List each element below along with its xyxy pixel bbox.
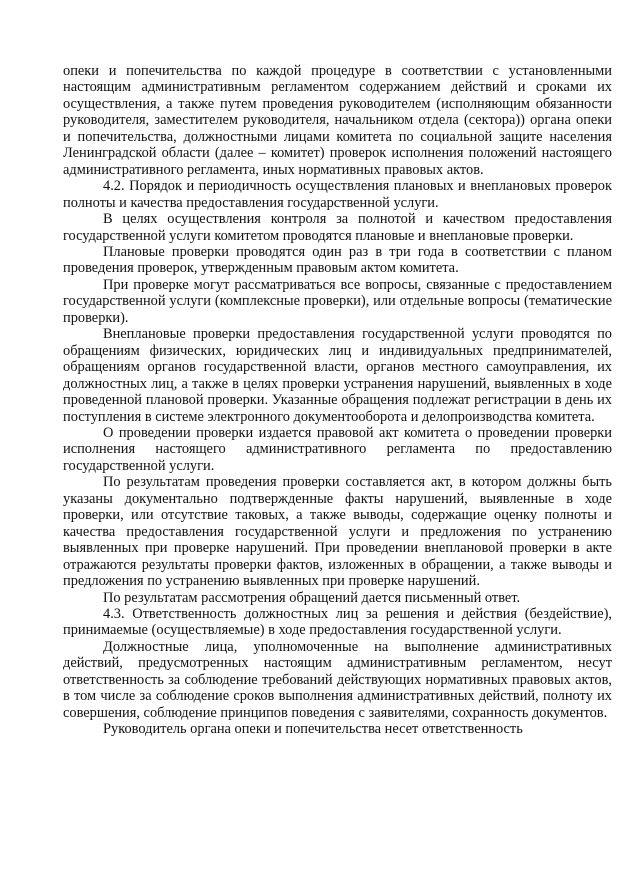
paragraph: Должностные лица, уполномоченные на выполнение административных действий, предусмотренных настоящим административным регламентом, несут ответственность за соблюдение требований действующих нормативных правовых актов, в том числе за соблюдение сроков выполнения административных действий, полноту их совершения, соблюдение принципов поведения с заявителями, сохранность документов. xyxy=(63,638,612,721)
paragraph: Плановые проверки проводятся один раз в три года в соответствии с планом проведения проверок, утвержденным правовым актом комитета. xyxy=(63,243,612,277)
paragraph: О проведении проверки издается правовой акт комитета о проведении проверки исполнения настоящего административного регламента по предоставлению государственной услуги. xyxy=(63,424,612,474)
paragraph-continued: опеки и попечительства по каждой процедуре в соответствии с установленными настоящим административным регламентом содержанием действий и сроками их осуществления, а также путем проведения руководителем (исполняющим обязанности руководителя, заместителем руководителя, начальником отдела (сектора)) органа опеки и попечительства, должностными лицами комитета по социальной защите населения Ленинградской области (далее – комитет) проверок исполнения положений настоящего административного регламента, иных нормативных правовых актов. xyxy=(63,63,612,178)
paragraph: Внеплановые проверки предоставления государственной услуги проводятся по обращениям физических, юридических лиц и индивидуальных предпринимателей, обращениям органов государственной власти, органов местного самоуправления, их должностных лиц, а также в целях проверки устранения нарушений, выявленных в ходе проведенной плановой проверки. Указанные обращения подлежат регистрации в день их поступления в системе электронного документооборота и делопроизводства комитета. xyxy=(63,326,612,425)
paragraph-truncated: Руководитель органа опеки и попечительства несет ответственность xyxy=(103,721,523,738)
paragraph: В целях осуществления контроля за полнотой и качеством предоставления государственной услуги комитетом проводятся плановые и внеплановые проверки. xyxy=(63,211,612,244)
section-heading-4-2: 4.2. Порядок и периодичность осуществления плановых и внеплановых проверок полноты и качества предоставления государственной услуги. xyxy=(63,178,612,211)
paragraph: По результатам рассмотрения обращений дается письменный ответ. xyxy=(103,589,521,606)
section-heading-4-3: 4.3. Ответственность должностных лиц за решения и действия (бездействие), принимаемые (осуществляемые) в ходе предоставления государственной услуги. xyxy=(63,605,612,639)
paragraph: По результатам проведения проверки составляется акт, в котором должны быть указаны документально подтвержденные факты нарушений, выявленные в ходе проверки, или отсутствие таковых, а также выводы, содержащие оценку полноты и качества предоставления государственной услуги и предложения по устранению выявленных при проверке нарушений. При проведении внеплановой проверки в акте отражаются результаты проверки фактов, изложенных в обращении, а также выводы и предложения по устранению выявленных при проверке нарушений. xyxy=(63,474,612,590)
paragraph: При проверке могут рассматриваться все вопросы, связанные с предоставлением государственной услуги (комплексные проверки), или отдельные вопросы (тематические проверки). xyxy=(63,276,612,326)
